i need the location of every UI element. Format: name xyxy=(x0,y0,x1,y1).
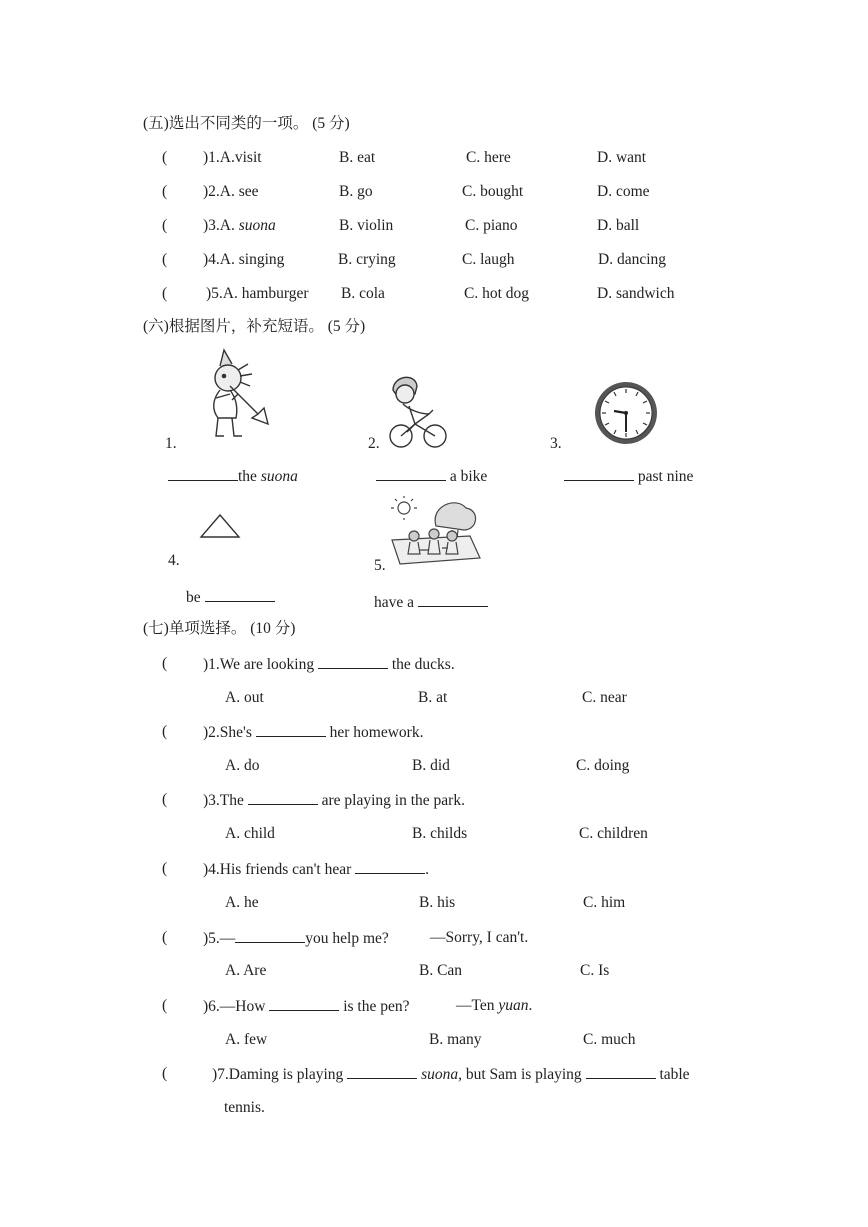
option-a: A. out xyxy=(225,689,264,706)
answer-blank[interactable] xyxy=(347,1064,417,1079)
boy-playing-suona-image xyxy=(198,348,270,440)
question-number: )2.A. see xyxy=(203,183,259,200)
question-number: )4.A. singing xyxy=(203,251,285,268)
answer-paren[interactable]: ( xyxy=(162,929,168,946)
option-a: A. Are xyxy=(225,962,267,979)
person-riding-bike-image xyxy=(385,370,451,450)
option-b: B. his xyxy=(419,894,456,911)
answer-paren[interactable]: ( xyxy=(162,723,168,740)
clock-icon xyxy=(593,380,659,446)
option-b: B. childs xyxy=(412,825,468,842)
answer-paren[interactable]: ( xyxy=(162,860,168,877)
phrase-4: be xyxy=(186,587,275,608)
phrase-2: a bike xyxy=(376,466,487,487)
answer-blank[interactable] xyxy=(586,1064,656,1079)
option-b: B. many xyxy=(429,1031,482,1048)
option-d: D. want xyxy=(597,149,647,166)
answer-blank[interactable] xyxy=(418,592,488,607)
answer-paren[interactable]: ( xyxy=(162,285,168,302)
answer-paren[interactable]: ( xyxy=(162,149,168,166)
answer-blank[interactable] xyxy=(376,466,446,481)
question-7: )7.Daming is playing suona, but Sam is playing table xyxy=(212,1066,690,1083)
answer-blank[interactable] xyxy=(269,996,339,1011)
option-c: C. bought xyxy=(462,183,524,200)
question-5: )5.— you help me? xyxy=(203,930,389,947)
option-d: D. ball xyxy=(597,217,640,234)
picture-number: 3. xyxy=(550,435,562,452)
section7-title: (七)单项选择。 (10 分) xyxy=(143,620,296,637)
option-c: C. piano xyxy=(465,217,518,234)
triangle-icon xyxy=(198,512,242,540)
option-c: C. near xyxy=(582,689,627,706)
answer-blank[interactable] xyxy=(235,928,305,943)
question-number: )1.A.visit xyxy=(203,149,262,166)
option-b: B. did xyxy=(412,757,450,774)
option-d: D. come xyxy=(597,183,650,200)
picture-number: 4. xyxy=(168,552,180,569)
question-6-response: —Ten yuan. xyxy=(456,997,533,1014)
option-b: B. Can xyxy=(419,962,463,979)
answer-blank[interactable] xyxy=(205,587,275,602)
option-b: B. go xyxy=(339,183,373,200)
option-d: D. sandwich xyxy=(597,285,675,302)
phrase-5: have a xyxy=(374,592,488,613)
question-2: )2.She's her homework. xyxy=(203,724,424,741)
option-a: A. child xyxy=(225,825,275,842)
question-3: )3.The are playing in the park. xyxy=(203,792,465,809)
answer-blank[interactable] xyxy=(248,790,318,805)
option-c: C. much xyxy=(583,1031,636,1048)
option-b: B. eat xyxy=(339,149,376,166)
picnic-image xyxy=(390,496,482,568)
section6-title: (六)根据图片，补充短语。 (5 分) xyxy=(143,318,366,335)
question-5-response: —Sorry, I can't. xyxy=(430,929,529,946)
option-c: C. hot dog xyxy=(464,285,530,302)
answer-blank[interactable] xyxy=(564,466,634,481)
answer-paren[interactable]: ( xyxy=(162,655,168,672)
answer-paren[interactable]: ( xyxy=(162,1065,168,1082)
picture-number: 2. xyxy=(368,435,380,452)
question-number: )5.A. hamburger xyxy=(206,285,309,302)
option-c: C. doing xyxy=(576,757,630,774)
answer-paren[interactable]: ( xyxy=(162,217,168,234)
option-b: B. cola xyxy=(341,285,385,302)
option-a: A. he xyxy=(225,894,259,911)
phrase-1: the suona xyxy=(168,466,298,487)
option-c: C. Is xyxy=(580,962,610,979)
option-c: C. him xyxy=(583,894,626,911)
phrase-3: past nine xyxy=(564,466,693,487)
picture-number: 1. xyxy=(165,435,177,452)
option-c: C. here xyxy=(466,149,511,166)
section5-title: (五)选出不同类的一项。 (5 分) xyxy=(143,115,350,132)
question-7-continuation: tennis. xyxy=(224,1099,265,1116)
option-b: B. at xyxy=(418,689,448,706)
answer-blank[interactable] xyxy=(355,859,425,874)
answer-paren[interactable]: ( xyxy=(162,183,168,200)
picture-number: 5. xyxy=(374,557,386,574)
answer-blank[interactable] xyxy=(318,654,388,669)
option-c: C. children xyxy=(579,825,648,842)
option-d: D. dancing xyxy=(598,251,667,268)
option-b: B. crying xyxy=(338,251,396,268)
option-a: A. few xyxy=(225,1031,268,1048)
question-6: )6.—How is the pen? xyxy=(203,998,410,1015)
option-c: C. laugh xyxy=(462,251,515,268)
answer-paren[interactable]: ( xyxy=(162,791,168,808)
answer-paren[interactable]: ( xyxy=(162,997,168,1014)
answer-paren[interactable]: ( xyxy=(162,251,168,268)
question-4: )4.His friends can't hear . xyxy=(203,861,430,878)
question-number: )3.A. suona xyxy=(203,217,276,234)
answer-blank[interactable] xyxy=(256,722,326,737)
question-1: )1.We are looking the ducks. xyxy=(203,656,455,673)
option-a: A. do xyxy=(225,757,260,774)
answer-blank[interactable] xyxy=(168,466,238,481)
option-b: B. violin xyxy=(339,217,394,234)
